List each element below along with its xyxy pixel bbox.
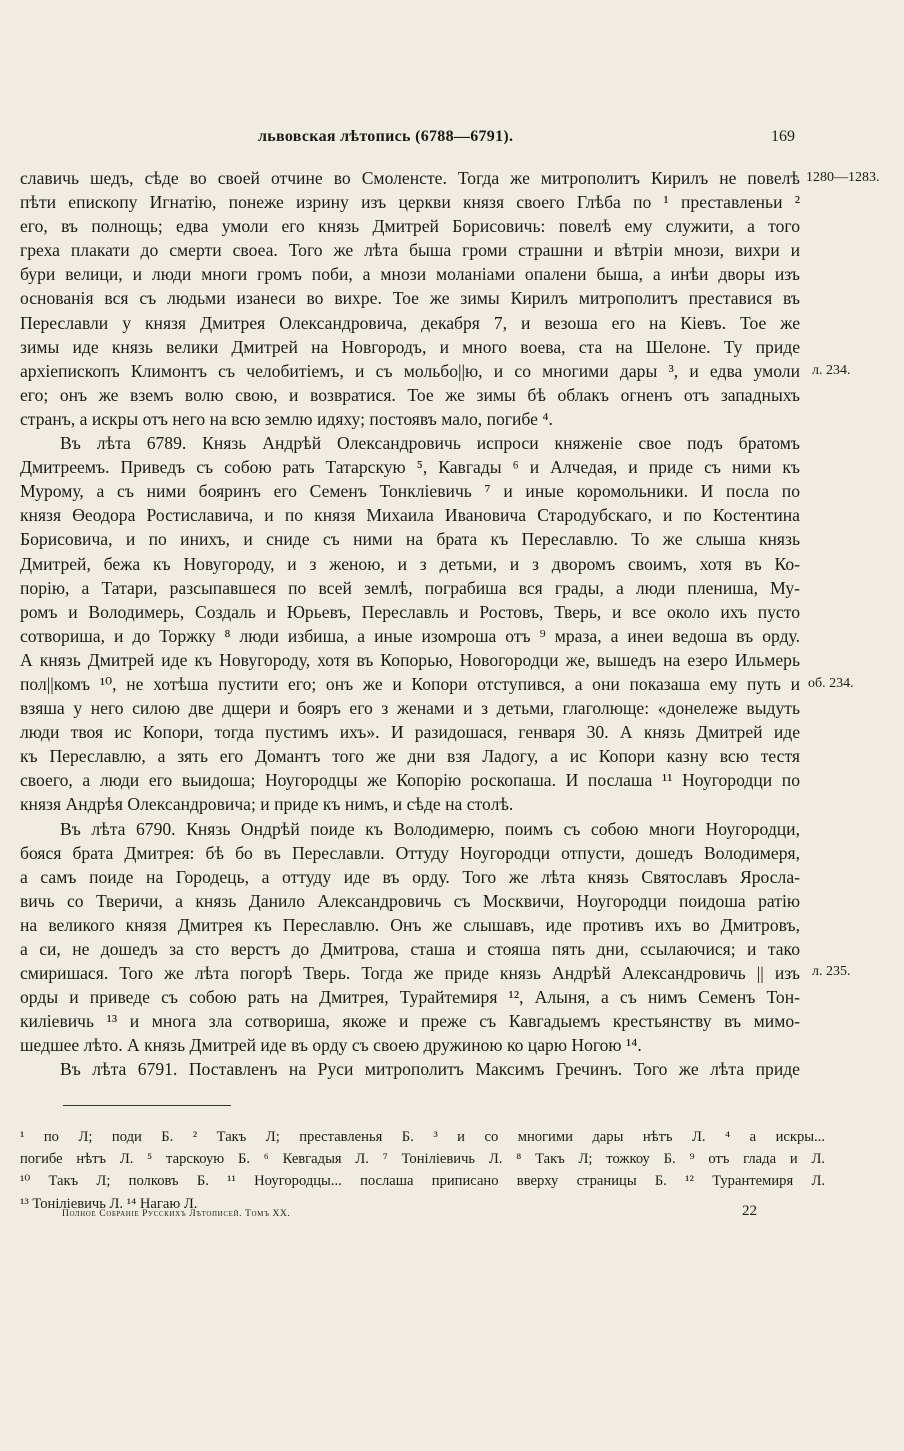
footnote-rule [63, 1105, 231, 1106]
text-line: Дмитреемъ. Приведъ съ собою рать Татарскую ⁵, Кавгады ⁶ и Алчедая, и приде съ ними къ [20, 457, 800, 478]
text-line: пѣти епископу Игнатію, понеже изрину изъ церкви князя своего Глѣба по ¹ преставленьи ² [20, 192, 800, 213]
text-line: ромъ и Володимерь, Создаль и Юрьевъ, Переславль и Ростовъ, Тверь, и все около ихъ пусто [20, 601, 800, 622]
footnote-line: ¹⁰ Такъ Л; полковъ Б. ¹¹ Ноугородцы... послаша приписано вверху страницы Б. ¹² Турантемиря Л. [20, 1173, 825, 1190]
text-line: пол||комъ ¹⁰, не хотѣша пустити его; онъ же и Копори отступився, а они показаша ему путь и [20, 673, 800, 694]
text-line: его; онъ же вземъ волю свою, и возвратися. Тое же зимы бѣ облакъ огненъ отъ западныхъ [20, 384, 800, 405]
text-line: къ Переславлю, а зять его Домантъ того же дни взя Ладогу, а ис Копори казну всю тестя [20, 746, 800, 767]
text-line: бури велици, и люди многи громъ поби, а мнози моланіами опалени быша, а инѣи дворы изъ [20, 264, 800, 285]
series-footer: Полное Собраніе Русскихъ Лѣтописей. Томъ XX. [62, 1209, 291, 1219]
printer-signature: 22 [742, 1203, 757, 1219]
text-line: киліевичь ¹³ и многа зла сотвориша, якоже и преже съ Кавгадыемъ крестьянству въ мимо- [20, 1011, 800, 1032]
text-line: Переславли у князя Дмитрея Олександровича, декабря 7, и везоша его на Кіевъ. Тое же [20, 312, 800, 333]
text-line: на великого князя Дмитрея къ Переславлю. Онъ же слышавъ, иде противъ ихъ во Дмитровъ, [20, 914, 800, 935]
text-line: а си, не дошедъ за сто верстъ до Дмитрова, сташа и стояша пять дни, ссылаючися; и тако [20, 939, 800, 959]
paragraph-start: Въ лѣта 6789. Князь Андрѣй Олександровичь испроси княженіе свое подъ братомъ [60, 433, 800, 454]
text-line: Мурому, а съ ними бояринъ его Семенъ Тонкліевичь ⁷ и иные коромольники. И посла по [20, 481, 800, 502]
text-line: вичь со Тверичи, а князь Данило Александровичь съ Москвичи, Ноугородци поидоша ратію [20, 890, 800, 911]
paragraph-start: Въ лѣта 6791. Поставленъ на Руси митрополитъ Максимъ Гречинъ. Того же лѣта приде [60, 1059, 800, 1080]
text-line: орды и приведе съ собою рать на Дмитрея, Турайтемиря ¹², Алыня, а съ нимъ Семенъ Тон- [20, 987, 800, 1008]
text-line: странъ, а искры отъ него на всю землю идяху; постоявъ мало, погибе ⁴. [20, 408, 553, 429]
text-line: греха плакати до смерти своеа. Того же лѣта быша громи страшни и вѣтріи мнози, вихри и [20, 240, 800, 261]
text-line: а самъ поиде на Городець, а оттуду иде въ орду. Того же лѣта князь Святославъ Яросла- [20, 866, 800, 887]
page-title: львовская лѣтопись (6788—6791). [258, 128, 514, 145]
footnotes [20, 1126, 825, 1215]
text-line: своего, а люди его выидоша; Ноугородцы же Копорію роскопаша. И послаша ¹¹ Ноугородци по [20, 770, 800, 791]
paragraph-start: Въ лѣта 6790. Князь Ондрѣй поиде къ Володимерю, поимъ съ собою многи Ноугородци, [60, 818, 800, 839]
text-line: Дмитрей, бежа къ Новугороду, и з женою, и з детьми, и з дворомъ своимъ, хотя въ Ко- [20, 553, 800, 574]
running-header [0, 128, 904, 154]
text-line: смиришася. Того же лѣта погорѣ Тверь. Тогда же приде князь Андрѣй Александровичь || изъ [20, 963, 800, 984]
text-line: взяша у него силою две дщери и бояръ его з женами и з детьми, глаголюще: «донележе выдуть [20, 698, 800, 719]
text-line: князя Андрѣя Олександровича; и приде къ нимъ, и сѣде на столѣ. [20, 794, 514, 815]
margin-leaf-235: л. 235. [812, 964, 851, 979]
text-line: сотвориша, и до Торжку ⁸ люди избиша, а иные изомроша отъ ⁹ мраза, а инеи ведоша въ орду. [20, 625, 800, 646]
text-line: князя Өеодора Ростиславича, и по князя Михаила Ивановича Стародубскаго, и по Костентина [20, 505, 800, 526]
text-line: его, въ полнощь; едва умоли его князь Дмитрей Борисовичь: повелѣ ему служити, а того [20, 216, 800, 237]
text-line: основанія вся съ людьми изанеси во вихре. Тое же зимы Кирилъ митрополитъ преставися въ [20, 288, 800, 309]
text-line: шедшее лѣто. А князь Дмитрей иде въ орду съ своею дружиною ко царю Ногою ¹⁴. [20, 1035, 642, 1056]
text-line: А князь Дмитрей иде къ Новугороду, хотя въ Копорью, Новогородци же, вышедъ на езеро Ильмерь [20, 649, 800, 670]
footnote-line: ¹³ Тоніліевичь Л. ¹⁴ Нагаю Л. [20, 1195, 198, 1212]
margin-leaf-234-ob: об. 234. [808, 676, 854, 691]
chronicle-text [20, 166, 800, 1082]
text-line: славичь шедъ, сѣде во своей отчине во Смоленсте. Тогда же митрополитъ Кирилъ не повелѣ [20, 168, 800, 188]
text-line: архіепископъ Климонтъ съ челобитіемъ, и съ мольбо||ю, и со многими дары ³, и едва умоли [20, 360, 800, 381]
text-line: бояся брата Дмитрея: бѣ бо въ Переславли. Оттуду Ноугородци отпусти, дошедъ Володимеря, [20, 842, 800, 863]
text-line: зимы иде князь велики Дмитрей на Новгородъ, и много воева, ста на Шелоне. Ту приде [20, 336, 800, 357]
footnote-line: ¹ по Л; поди Б. ² Такъ Л; преставленья Б. ³ и со многими дары нѣтъ Л. ⁴ а искры... [20, 1129, 825, 1145]
margin-years: 1280—1283. [806, 170, 880, 185]
text-line: Борисовича, и по инихъ, и сниде съ ними на брата къ Переславлю. То же слыша князь [20, 529, 800, 550]
footnote-line: погибе нѣтъ Л. ⁵ тарскоую Б. ⁶ Кевгадыя Л. ⁷ Тоніліевичь Л. ⁸ Такъ Л; тожкоу Б. ⁹ отъ глада и Л. [20, 1151, 825, 1168]
page-number: 169 [771, 128, 795, 145]
text-line: люди твоя ис Копори, тогда пустимъ ихъ». И разидошася, генваря 30. А князь Дмитрей иде [20, 722, 800, 743]
text-line: порію, а Татари, разсыпавшеся по всей землѣ, пограбиша вся грады, а люди плениша, Му- [20, 577, 800, 598]
margin-leaf-234: л. 234. [812, 363, 851, 378]
